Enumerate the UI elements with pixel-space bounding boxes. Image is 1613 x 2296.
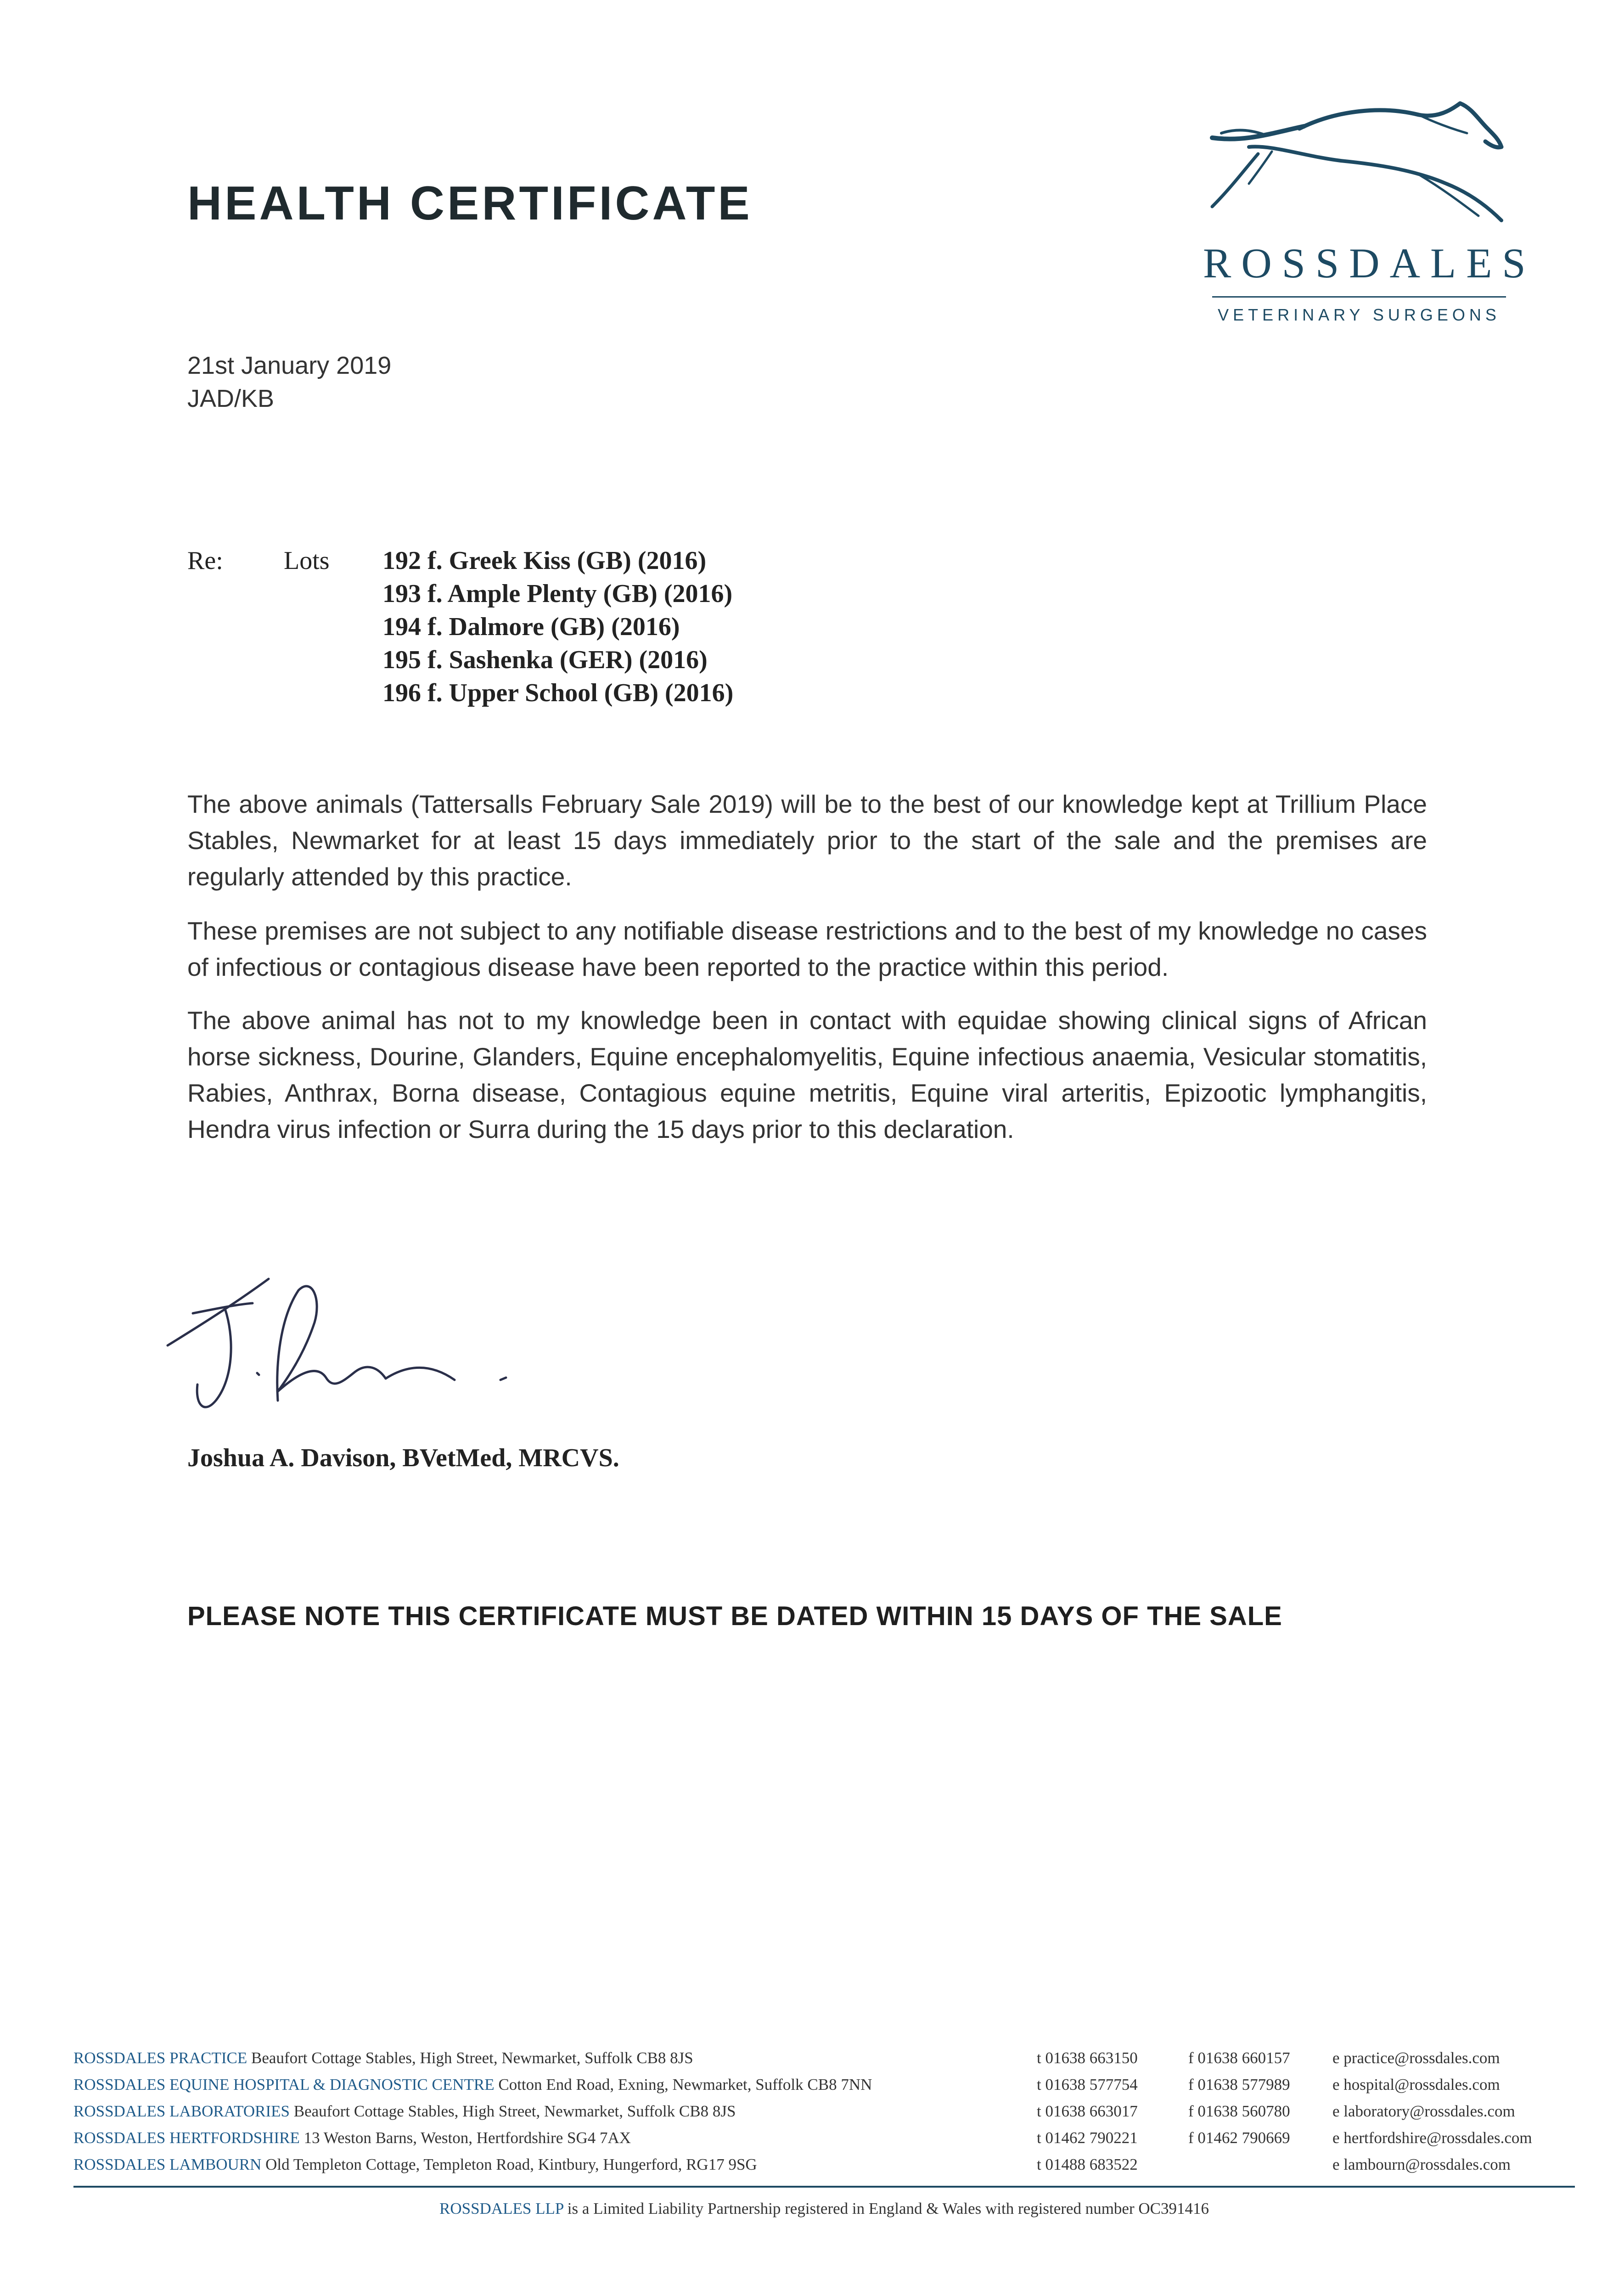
lot-item: 192 f. Greek Kiss (GB) (2016) xyxy=(382,546,707,575)
signature-image xyxy=(161,1258,666,1442)
office-address: Old Templeton Cottage, Templeton Road, Kintbury, Hungerford, RG17 9SG xyxy=(265,2155,757,2173)
letter-reference: JAD/KB xyxy=(187,385,275,412)
footer-divider xyxy=(73,2186,1575,2188)
office-phone: t 01638 663150 xyxy=(1037,2049,1138,2067)
letter-date: 21st January 2019 xyxy=(187,352,392,379)
office-phone: t 01488 683522 xyxy=(1037,2155,1138,2173)
office-name: ROSSDALES EQUINE HOSPITAL & DIAGNOSTIC CENTRE xyxy=(73,2076,495,2093)
lot-item: 196 f. Upper School (GB) (2016) xyxy=(382,679,734,707)
lot-item: 193 f. Ample Plenty (GB) (2016) xyxy=(382,580,733,608)
horse-icon xyxy=(1203,101,1536,340)
notice-text: PLEASE NOTE THIS CERTIFICATE MUST BE DATED WITHIN 15 DAYS OF THE SALE xyxy=(187,1601,1282,1631)
logo-divider xyxy=(1212,296,1506,298)
lots-list xyxy=(382,544,733,709)
office-name: ROSSDALES LAMBOURN xyxy=(73,2155,262,2173)
office-email: e hertfordshire@rossdales.com xyxy=(1332,2129,1532,2147)
signer-name: Joshua A. Davison, BVetMed, MRCVS. xyxy=(187,1444,619,1472)
office-phone: t 01462 790221 xyxy=(1037,2129,1138,2147)
footer-office-row xyxy=(73,2155,1575,2182)
office-email: e practice@rossdales.com xyxy=(1332,2049,1500,2067)
footer-office-row xyxy=(73,2076,1575,2102)
office-fax: f 01638 560780 xyxy=(1188,2102,1290,2120)
body-paragraph: The above animal has not to my knowledge been in contact with equidae showing clinical signs of African horse sickness, Dourine, Glanders, Equine encephalomyelitis, Equine infectious anaemia, Vesicular stomatitis, Rabies, Anthrax, Borna disease, Contagious equine metritis, Equine viral arteritis, Epizootic lymphangitis, Hendra virus infection or Surra during the 15 days prior to this declaration. xyxy=(187,1006,1427,1143)
legal-company-name: ROSSDALES LLP xyxy=(439,2200,564,2217)
page-title: HEALTH CERTIFICATE xyxy=(187,177,753,230)
office-address: 13 Weston Barns, Weston, Hertfordshire SG4 7AX xyxy=(303,2129,631,2147)
lot-item: 195 f. Sashenka (GER) (2016) xyxy=(382,646,708,674)
office-email: e laboratory@rossdales.com xyxy=(1332,2102,1515,2120)
office-address: Beaufort Cottage Stables, High Street, Newmarket, Suffolk CB8 8JS xyxy=(251,2049,693,2067)
office-name: ROSSDALES HERTFORDSHIRE xyxy=(73,2129,300,2147)
lot-item: 194 f. Dalmore (GB) (2016) xyxy=(382,613,680,641)
office-address: Beaufort Cottage Stables, High Street, Newmarket, Suffolk CB8 8JS xyxy=(293,2102,736,2120)
footer-office-row xyxy=(73,2049,1575,2076)
office-address: Cotton End Road, Exning, Newmarket, Suffolk CB8 7NN xyxy=(498,2076,872,2093)
lots-label: Lots xyxy=(284,546,330,575)
body-paragraph: The above animals (Tattersalls February Sale 2019) will be to the best of our knowledge kept at Trillium Place Stables, Newmarket for at least 15 days immediately prior to the start of the sale and the premises are regularly attended by this practice. xyxy=(187,790,1427,891)
footer-office-row xyxy=(73,2129,1575,2155)
office-fax: f 01462 790669 xyxy=(1188,2129,1290,2147)
office-phone: t 01638 577754 xyxy=(1037,2076,1138,2093)
office-email: e hospital@rossdales.com xyxy=(1332,2076,1500,2093)
office-name: ROSSDALES LABORATORIES xyxy=(73,2102,290,2120)
legal-notice xyxy=(73,2200,1575,2218)
logo-name: ROSSDALES xyxy=(1203,240,1536,287)
office-fax: f 01638 660157 xyxy=(1188,2049,1290,2067)
office-name: ROSSDALES PRACTICE xyxy=(73,2049,247,2067)
office-fax: f 01638 577989 xyxy=(1188,2076,1290,2093)
body-paragraph: These premises are not subject to any notifiable disease restrictions and to the best of my knowledge no cases of infectious or contagious disease have been reported to the practice within this period. xyxy=(187,917,1427,981)
logo-subtitle: VETERINARY SURGEONS xyxy=(1218,305,1501,324)
office-phone: t 01638 663017 xyxy=(1037,2102,1138,2120)
footer-office-row xyxy=(73,2102,1575,2129)
office-email: e lambourn@rossdales.com xyxy=(1332,2155,1511,2173)
legal-text: is a Limited Liability Partnership registered in England & Wales with registered number OC391416 xyxy=(567,2200,1209,2217)
letter-meta xyxy=(187,349,391,415)
re-label: Re: xyxy=(187,546,223,575)
